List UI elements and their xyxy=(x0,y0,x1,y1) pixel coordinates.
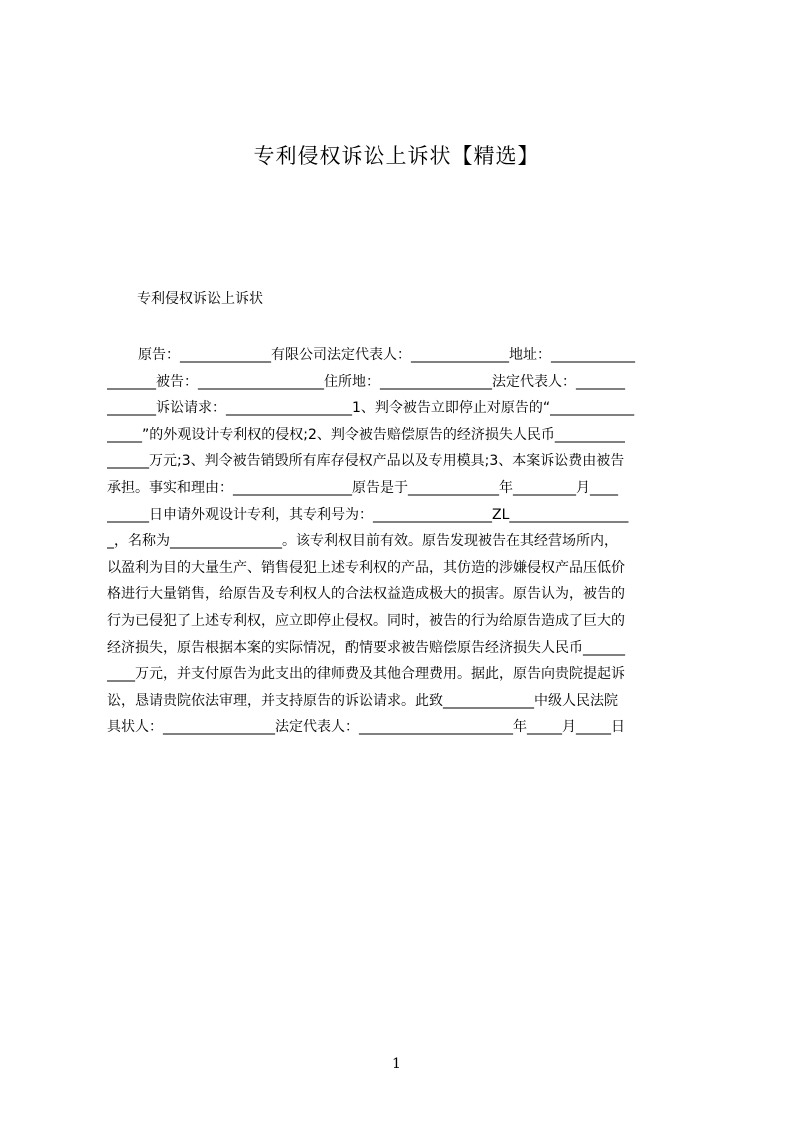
body-line: 具状人：________________法定代表人：______________________年_____月_____日 xyxy=(107,719,625,736)
body-line: 经济损失，原告根据本案的实际情况，酌情要求被告赔偿原告经济损失人民币______ xyxy=(107,639,625,656)
body-line: _____”的外观设计专利权的侵权;2、判令被告赔偿原告的经济损失人民币__________ xyxy=(107,426,625,443)
body-line: ____万元，并支付原告为此支出的律师费及其他合理费用。据此，原告向贵院提起诉 xyxy=(107,666,625,683)
body-line: 格进行大量销售，给原告及专利权人的合法权益造成极大的损害。原告认为，被告的 xyxy=(107,586,625,603)
body-line: 讼，恳请贵院依法审理，并支持原告的诉讼请求。此致_____________中级人民法院 xyxy=(107,692,618,709)
body-line: _______诉讼请求：__________________1、判令被告立即停止对原告的“____________ xyxy=(107,400,635,417)
document-title: 专利侵权诉讼上诉状【精选】 xyxy=(253,144,540,168)
body-line: _______被告：__________________住所地：________________法定代表人：_______ xyxy=(107,373,625,390)
page-number: 1 xyxy=(392,1056,401,1072)
body-line: ______万元;3、判令被告销毁所有库存侵权产品以及专用模具;3、本案诉讼费由被告 xyxy=(107,453,625,470)
document-body xyxy=(107,342,701,741)
body-line: 以盈利为目的大量生产、销售侵犯上述专利权的产品，其仿造的涉嫌侵权产品压低价 xyxy=(107,559,625,576)
body-line: 承担。事实和理由：_________________原告是于_____________年_________月____ xyxy=(107,479,618,496)
document-subtitle: 专利侵权诉讼上诉状 xyxy=(137,291,263,307)
body-line: 行为已侵犯了上述专利权，应立即停止侵权。同时，被告的行为给原告造成了巨大的 xyxy=(107,612,625,629)
body-line: 原告：_____________有限公司法定代表人：______________地址：____________ xyxy=(138,347,635,363)
body-line: ______日申请外观设计专利，其专利号为：_________________ZL_________________ xyxy=(107,506,629,523)
body-line: _，名称为________________。该专利权目前有效。原告发现被告在其经营场所内， xyxy=(107,533,618,550)
